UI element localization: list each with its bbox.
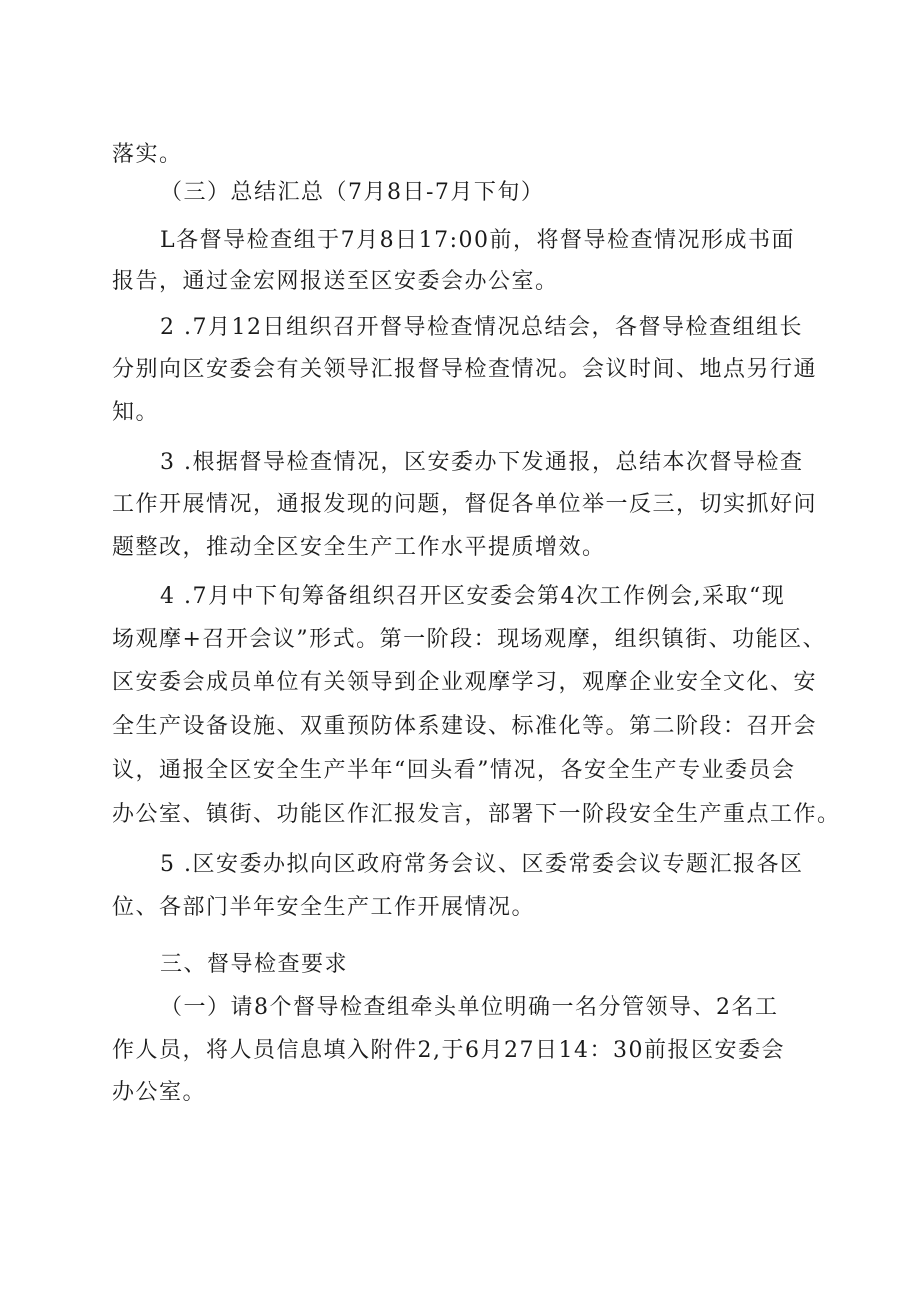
section-heading: 三、督导检查要求: [160, 952, 349, 977]
text-line: 办公室、镇街、功能区作汇报发言，部署下一阶段安全生产重点工作。: [112, 802, 841, 827]
text-line: 5 .区安委办拟向区政府常务会议、区委常委会议专题汇报各区: [160, 852, 804, 877]
text-line: 位、各部门半年安全生产工作开展情况。: [112, 895, 536, 920]
text-line: 报告，通过金宏网报送至区安委会办公室。: [112, 269, 559, 294]
text-line: 知。: [112, 400, 160, 425]
text-line: 办公室。: [112, 1080, 207, 1105]
text-line: 全生产设备设施、双重预防体系建设、标准化等。第二阶段：召开会: [112, 714, 818, 739]
text-line: （一）请8个督导检查组牵头单位明确一名分管领导、2名工: [160, 995, 779, 1020]
section-heading: （三）总结汇总（7月8日-7月下旬）: [160, 180, 545, 205]
text-line: L各督导检查组于7月8日17:00前，将督导检查情况形成书面: [160, 228, 796, 253]
text-line: 区安委会成员单位有关领导到企业观摩学习，观摩企业安全文化、安: [112, 670, 818, 695]
text-line: 议，通报全区安全生产半年“回头看”情况，各安全生产专业委员会: [112, 758, 796, 783]
text-line: 作人员，将人员信息填入附件2,于6月27日14：30前报区安委会: [112, 1038, 785, 1063]
text-line: 2 .7月12日组织召开督导检查情况总结会，各督导检查组组长: [160, 315, 803, 340]
text-line: 题整改，推动全区安全生产工作水平提质增效。: [112, 535, 606, 560]
text-line: 4 .7月中下旬筹备组织召开区安委会第4次工作例会,采取“现: [160, 584, 786, 609]
text-line: 落实。: [112, 142, 183, 167]
text-line: 场观摩+召开会议”形式。第一阶段：现场观摩，组织镇街、功能区、: [112, 627, 827, 652]
text-line: 分别向区安委会有关领导汇报督导检查情况。会议时间、地点另行通: [112, 357, 818, 382]
text-line: 工作开展情况，通报发现的问题，督促各单位举一反三，切实抓好问: [112, 492, 818, 517]
text-line: 3 .根据督导检查情况，区安委办下发通报，总结本次督导检查: [160, 450, 804, 475]
